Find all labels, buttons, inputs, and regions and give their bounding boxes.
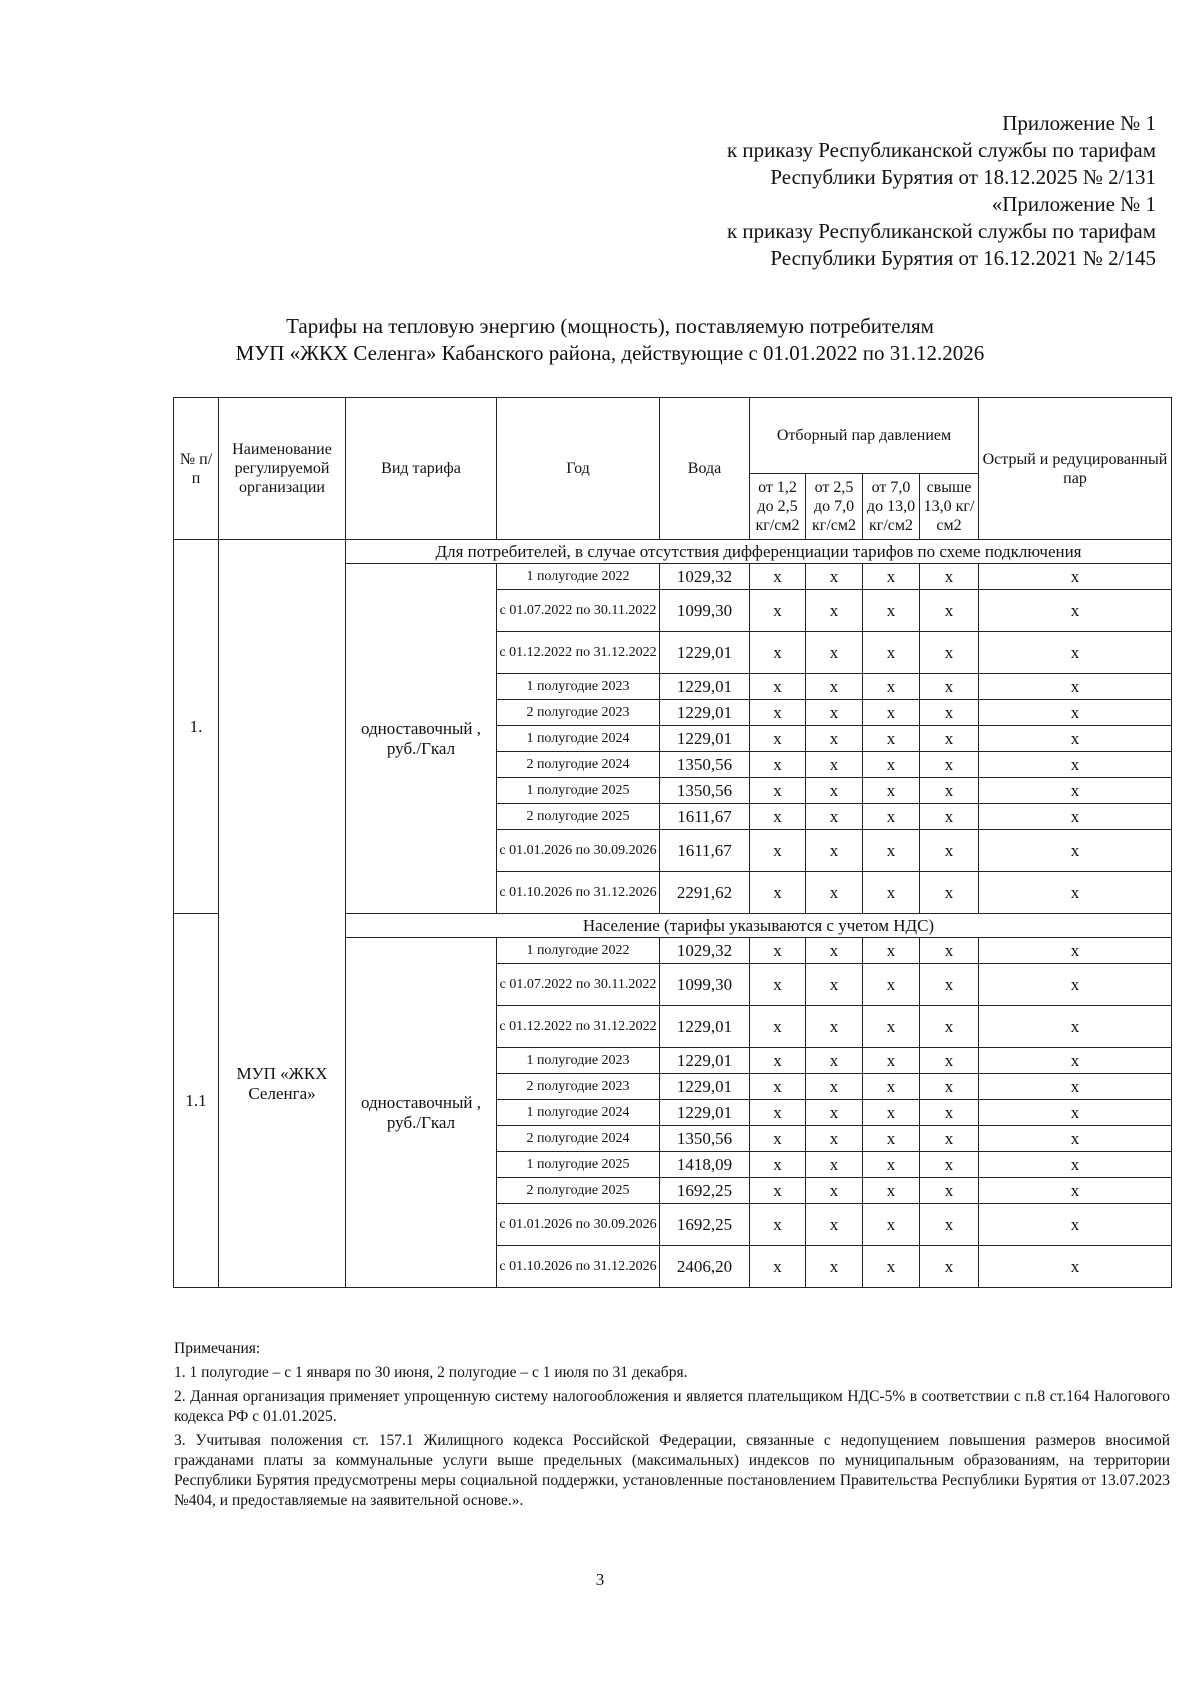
- tariff-cell: х: [979, 1048, 1172, 1074]
- tariff-cell: х: [863, 564, 920, 590]
- tariff-cell: х: [750, 830, 806, 872]
- period-cell: 1 полугодие 2023: [497, 674, 660, 700]
- period-cell: 2 полугодие 2024: [497, 752, 660, 778]
- tariff-cell: х: [806, 778, 863, 804]
- tariff-cell: х: [750, 752, 806, 778]
- tariff-cell: х: [806, 830, 863, 872]
- tariff-cell: х: [920, 830, 979, 872]
- row-number: 1.1: [174, 914, 219, 1288]
- period-cell: с 01.10.2026 по 31.12.2026: [497, 872, 660, 914]
- water-tariff-cell: 1350,56: [660, 1126, 750, 1152]
- header-line: к приказу Республиканской службы по тарифам: [726, 219, 1156, 243]
- tariff-cell: х: [979, 1204, 1172, 1246]
- header-steam-col: от 2,5 до 7,0 кг/см2: [806, 474, 863, 540]
- tariff-cell: х: [806, 1074, 863, 1100]
- tariff-cell: х: [806, 674, 863, 700]
- period-cell: с 01.07.2022 по 30.11.2022: [497, 964, 660, 1006]
- tariff-cell: х: [806, 700, 863, 726]
- tariff-cell: х: [920, 938, 979, 964]
- tariff-table: [173, 397, 1172, 1288]
- row-number: 1.: [174, 540, 219, 914]
- tariff-cell: х: [979, 1100, 1172, 1126]
- water-tariff-cell: 1692,25: [660, 1178, 750, 1204]
- tariff-cell: х: [863, 632, 920, 674]
- page-number: 3: [595, 1570, 605, 1589]
- tariff-cell: х: [806, 804, 863, 830]
- tariff-cell: х: [979, 964, 1172, 1006]
- period-cell: 1 полугодие 2024: [497, 1100, 660, 1126]
- water-tariff-cell: 1350,56: [660, 752, 750, 778]
- tariff-cell: х: [863, 1100, 920, 1126]
- tariff-cell: х: [920, 1204, 979, 1246]
- tariff-cell: х: [863, 778, 920, 804]
- title-line: МУП «ЖКХ Селенга» Кабанского района, действующие с 01.01.2022 по 31.12.2026: [235, 341, 985, 365]
- note-item: 3. Учитывая положения ст. 157.1 Жилищного кодекса Российской Федерации, связанные с недопущением повышения размеров вносимой гражданами платы за коммунальные услуги выше предельных (максимальных) индексов по муниципальным образованиям, на территории Республики Бурятия предусмотрены меры социальной поддержки, установленные постановлением Правительства Республики Бурятия от 13.07.2023 №404, и предоставляемые на заявительной основе.».: [174, 1432, 1170, 1509]
- tariff-cell: х: [806, 872, 863, 914]
- header-sharp-steam: Острый и редуцированный пар: [979, 398, 1172, 540]
- header-steam-col: свыше 13,0 кг/см2: [920, 474, 979, 540]
- header-line: Республики Бурятия от 16.12.2021 № 2/145: [770, 246, 1156, 270]
- tariff-cell: х: [863, 1152, 920, 1178]
- water-tariff-cell: 1611,67: [660, 830, 750, 872]
- appendix-header: [556, 110, 1156, 272]
- tariff-cell: х: [806, 1178, 863, 1204]
- tariff-cell: х: [920, 1048, 979, 1074]
- tariff-cell: х: [863, 804, 920, 830]
- period-cell: 1 полугодие 2025: [497, 1152, 660, 1178]
- header-num: № п/п: [174, 398, 219, 540]
- tariff-cell: х: [750, 1074, 806, 1100]
- period-cell: с 01.10.2026 по 31.12.2026: [497, 1246, 660, 1288]
- tariff-cell: х: [863, 726, 920, 752]
- tariff-cell: х: [806, 1204, 863, 1246]
- tariff-cell: х: [806, 1152, 863, 1178]
- tariff-cell: х: [806, 590, 863, 632]
- tariff-cell: х: [806, 938, 863, 964]
- header-line: Республики Бурятия от 18.12.2025 № 2/131: [770, 165, 1156, 189]
- note-item: 2. Данная организация применяет упрощенную систему налогообложения и является плательщиком НДС-5% в соответствии с п.8 ст.164 Налогового кодекса РФ с 01.01.2025.: [174, 1388, 1170, 1425]
- tariff-cell: х: [863, 830, 920, 872]
- tariff-cell: х: [750, 1126, 806, 1152]
- tariff-cell: х: [750, 778, 806, 804]
- tariff-cell: х: [806, 1246, 863, 1288]
- water-tariff-cell: 1229,01: [660, 700, 750, 726]
- tariff-cell: х: [979, 632, 1172, 674]
- tariff-cell: х: [750, 700, 806, 726]
- period-cell: 1 полугодие 2025: [497, 778, 660, 804]
- tariff-cell: х: [863, 674, 920, 700]
- water-tariff-cell: 1350,56: [660, 778, 750, 804]
- tariff-cell: х: [863, 1074, 920, 1100]
- tariff-cell: х: [979, 700, 1172, 726]
- tariff-cell: х: [863, 1246, 920, 1288]
- water-tariff-cell: 1229,01: [660, 1006, 750, 1048]
- tariff-cell: х: [979, 674, 1172, 700]
- tariff-cell: х: [863, 1048, 920, 1074]
- tariff-cell: х: [979, 590, 1172, 632]
- period-cell: 1 полугодие 2024: [497, 726, 660, 752]
- tariff-cell: х: [863, 938, 920, 964]
- tariff-cell: х: [920, 726, 979, 752]
- period-cell: с 01.01.2026 по 30.09.2026: [497, 830, 660, 872]
- tariff-cell: х: [920, 700, 979, 726]
- water-tariff-cell: 1099,30: [660, 964, 750, 1006]
- header-water: Вода: [660, 398, 750, 540]
- tariff-cell: х: [863, 964, 920, 1006]
- notes-heading: Примечания:: [174, 1340, 261, 1357]
- tariff-cell: х: [863, 700, 920, 726]
- tariff-cell: х: [863, 752, 920, 778]
- tariff-cell: х: [979, 938, 1172, 964]
- water-tariff-cell: 1029,32: [660, 938, 750, 964]
- period-cell: с 01.01.2026 по 30.09.2026: [497, 1204, 660, 1246]
- tariff-cell: х: [750, 564, 806, 590]
- tariff-cell: х: [920, 590, 979, 632]
- tariff-cell: х: [750, 590, 806, 632]
- tariff-cell: х: [863, 1126, 920, 1152]
- tariff-cell: х: [750, 1178, 806, 1204]
- tariff-cell: х: [979, 1126, 1172, 1152]
- water-tariff-cell: 1099,30: [660, 590, 750, 632]
- tariff-cell: х: [863, 1178, 920, 1204]
- organization-name: МУП «ЖКХ Селенга»: [219, 540, 346, 1288]
- tariff-cell: х: [920, 778, 979, 804]
- tariff-cell: х: [750, 938, 806, 964]
- period-cell: 2 полугодие 2024: [497, 1126, 660, 1152]
- header-kind: Вид тарифа: [346, 398, 497, 540]
- tariff-cell: х: [750, 872, 806, 914]
- tariff-cell: х: [920, 1100, 979, 1126]
- water-tariff-cell: 1229,01: [660, 1100, 750, 1126]
- tariff-cell: х: [920, 564, 979, 590]
- tariff-cell: х: [750, 632, 806, 674]
- tariff-cell: х: [863, 590, 920, 632]
- notes: [174, 1339, 1170, 1515]
- period-cell: 2 полугодие 2025: [497, 1178, 660, 1204]
- period-cell: 1 полугодие 2022: [497, 564, 660, 590]
- period-cell: 2 полугодие 2025: [497, 804, 660, 830]
- tariff-cell: х: [806, 632, 863, 674]
- tariff-cell: х: [979, 830, 1172, 872]
- tariff-cell: х: [806, 1048, 863, 1074]
- tariff-cell: х: [750, 674, 806, 700]
- section-title: Для потребителей, в случае отсутствия дифференциации тарифов по схеме подключения: [346, 540, 1172, 564]
- header-line: к приказу Республиканской службы по тарифам: [726, 138, 1156, 162]
- tariff-cell: х: [979, 1006, 1172, 1048]
- header-org: Наименование регулируемой организации: [219, 398, 346, 540]
- tariff-kind: одноставочный , руб./Гкал: [346, 938, 497, 1288]
- period-cell: 1 полугодие 2022: [497, 938, 660, 964]
- header-line: «Приложение № 1: [991, 192, 1156, 216]
- tariff-cell: х: [920, 632, 979, 674]
- water-tariff-cell: 1418,09: [660, 1152, 750, 1178]
- tariff-table-body: [174, 540, 1172, 1288]
- tariff-cell: х: [863, 872, 920, 914]
- tariff-cell: х: [979, 564, 1172, 590]
- section-title-row: [174, 540, 1172, 564]
- tariff-cell: х: [806, 564, 863, 590]
- tariff-cell: х: [979, 778, 1172, 804]
- tariff-cell: х: [920, 1006, 979, 1048]
- tariff-cell: х: [979, 752, 1172, 778]
- tariff-cell: х: [979, 872, 1172, 914]
- tariff-cell: х: [750, 1152, 806, 1178]
- water-tariff-cell: 1229,01: [660, 726, 750, 752]
- document-title: [140, 313, 1080, 367]
- tariff-cell: х: [920, 872, 979, 914]
- tariff-cell: х: [920, 804, 979, 830]
- tariff-cell: х: [750, 1100, 806, 1126]
- tariff-cell: х: [920, 1152, 979, 1178]
- header-line: Приложение № 1: [1002, 111, 1156, 135]
- tariff-cell: х: [979, 726, 1172, 752]
- tariff-cell: х: [863, 1204, 920, 1246]
- tariff-kind: одноставочный , руб./Гкал: [346, 564, 497, 914]
- tariff-cell: х: [920, 1126, 979, 1152]
- tariff-cell: х: [806, 1126, 863, 1152]
- tariff-cell: х: [920, 674, 979, 700]
- tariff-cell: х: [750, 1006, 806, 1048]
- water-tariff-cell: 1229,01: [660, 1048, 750, 1074]
- tariff-cell: х: [750, 1204, 806, 1246]
- tariff-cell: х: [750, 804, 806, 830]
- water-tariff-cell: 1229,01: [660, 674, 750, 700]
- tariff-cell: х: [806, 1006, 863, 1048]
- header-steam: Отборный пар давлением: [750, 398, 979, 474]
- tariff-cell: х: [920, 964, 979, 1006]
- tariff-cell: х: [750, 1048, 806, 1074]
- tariff-cell: х: [979, 1178, 1172, 1204]
- tariff-cell: х: [750, 1246, 806, 1288]
- header-steam-col: от 7,0 до 13,0 кг/см2: [863, 474, 920, 540]
- title-line: Тарифы на тепловую энергию (мощность), поставляемую потребителям: [286, 314, 934, 338]
- tariff-cell: х: [979, 804, 1172, 830]
- tariff-cell: х: [979, 1246, 1172, 1288]
- water-tariff-cell: 1029,32: [660, 564, 750, 590]
- tariff-cell: х: [920, 1246, 979, 1288]
- tariff-cell: х: [806, 752, 863, 778]
- period-cell: 1 полугодие 2023: [497, 1048, 660, 1074]
- water-tariff-cell: 1229,01: [660, 1074, 750, 1100]
- note-item: 1. 1 полугодие – с 1 января по 30 июня, 2 полугодие – с 1 июля по 31 декабря.: [174, 1364, 688, 1381]
- period-cell: с 01.12.2022 по 31.12.2022: [497, 1006, 660, 1048]
- tariff-cell: х: [920, 1074, 979, 1100]
- water-tariff-cell: 2406,20: [660, 1246, 750, 1288]
- tariff-cell: х: [920, 752, 979, 778]
- water-tariff-cell: 2291,62: [660, 872, 750, 914]
- tariff-cell: х: [750, 964, 806, 1006]
- water-tariff-cell: 1611,67: [660, 804, 750, 830]
- tariff-cell: х: [806, 726, 863, 752]
- water-tariff-cell: 1692,25: [660, 1204, 750, 1246]
- header-steam-col: от 1,2 до 2,5 кг/см2: [750, 474, 806, 540]
- tariff-cell: х: [806, 1100, 863, 1126]
- period-cell: 2 полугодие 2023: [497, 1074, 660, 1100]
- period-cell: 2 полугодие 2023: [497, 700, 660, 726]
- water-tariff-cell: 1229,01: [660, 632, 750, 674]
- period-cell: с 01.07.2022 по 30.11.2022: [497, 590, 660, 632]
- header-year: Год: [497, 398, 660, 540]
- tariff-cell: х: [806, 964, 863, 1006]
- tariff-cell: х: [863, 1006, 920, 1048]
- section-title: Население (тарифы указываются с учетом НДС): [346, 914, 1172, 938]
- period-cell: с 01.12.2022 по 31.12.2022: [497, 632, 660, 674]
- tariff-cell: х: [750, 726, 806, 752]
- tariff-cell: х: [920, 1178, 979, 1204]
- tariff-cell: х: [979, 1152, 1172, 1178]
- tariff-cell: х: [979, 1074, 1172, 1100]
